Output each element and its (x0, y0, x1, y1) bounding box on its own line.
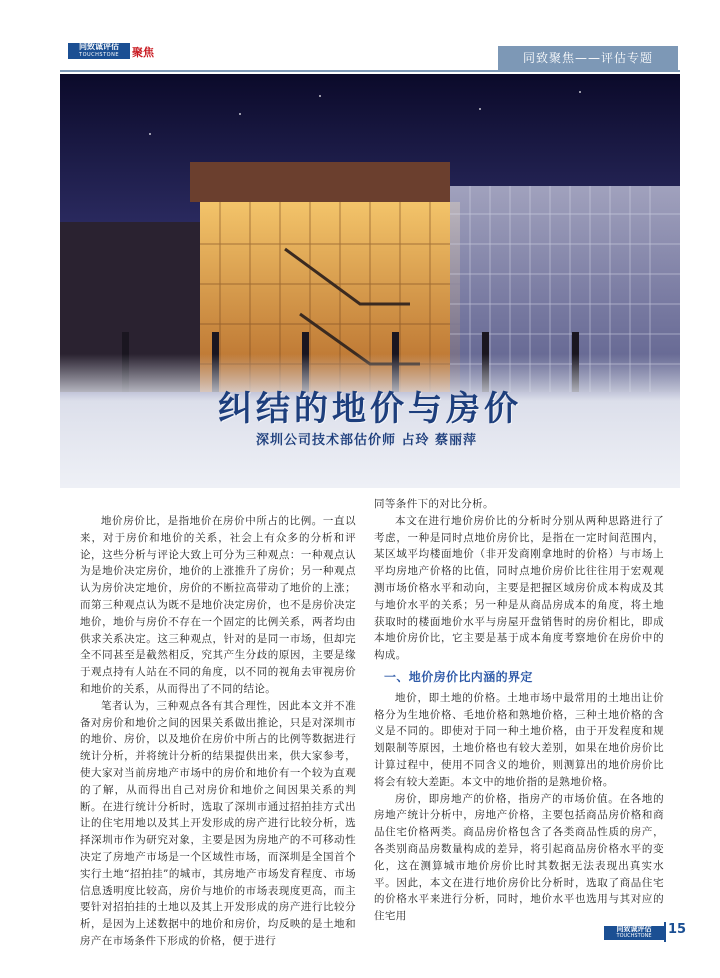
hero-image (60, 74, 680, 488)
paragraph: 房价，即房地产的价格，指房产的市场价值。在各地的房地产统计分析中，房地产价格，主要包括商品房价格和商品住宅价格两类。商品房价格包含了各类商品性质的房产，各类别商品房数量构成的差异，将引起商品房价格水平的变化，这在测算城市地价房价比时其数据无法表现出真实水平。因此，本文在进行地价房价比分析时，选取了商品住宅的价格水平来进行分析，同时，地价水平也选用与其对应的住宅用 (374, 792, 664, 923)
right-column (374, 496, 664, 925)
company-logo (68, 42, 166, 60)
footer-logo (604, 926, 664, 940)
paragraph-continuation: 同等条件下的对比分析。 (374, 498, 494, 510)
footer-logo-en: TOUCHSTONE (616, 933, 652, 939)
logo-name: 同致诚评估 (79, 42, 119, 51)
section-title: 同致聚焦——评估专题 (498, 46, 678, 70)
article-title: 纠结的地价与房价 (218, 389, 522, 429)
page-number: 15 (668, 922, 687, 937)
header-divider (60, 70, 680, 72)
logo-en: TOUCHSTONE (79, 52, 119, 58)
paragraph: 地价房价比，是指地价在房价中所占的比例。一直以来，对于房价和地价的关系，社会上有众多的分析和评论，这些分析与评论大致上可分为三种观点：一种观点认为是地价决定房价，地价的上涨推升了房价；另一种观点认为房价决定地价，房价的不断拉高带动了地价的上涨；而第三种观点认为既不是地价决定房价，也不是房价决定地价，地价与房价不存在一个固定的比例关系，两者均由供求关系决定。这三种观点，针对的是同一市场，但却完全不同甚至是截然相反，究其产生分歧的原因，主要是缘于观点持有人站在不同的角度，以不同的视角去审视房价和地价的关系，从而得出了不同的结论。 (80, 515, 356, 695)
logo-badge: 聚焦 (132, 46, 154, 59)
paragraph: 笔者认为，三种观点各有其合理性，因此本文并不准备对房价和地价之间的因果关系做出推论，只是对深圳市的地价、房价，以及地价在房价中所占的比例等数据进行统计分析，并将统计分析的结果提供出来，供大家参考，使大家对当前房地产市场中的房价和地价有一个较为直观的了解，从而得出自己对房价和地价之间因果关系的判断。在进行统计分析时，选取了深圳市通过招拍挂方式出让的住宅用地以及其上开发形成的房产进行比较分析，选择深圳市作为研究对象，主要是因为房地产的不可移动性决定了房地产市场是一个区域性市场，而深圳是全国首个实行土地“招拍挂”的城市，其房地产市场发育程度、市场信息透明度比较高，房价与地价的市场表现度更高，而主要针对招拍挂的土地以及其上开发形成的房产进行比较分析，是因为上述数据中的地价和房价，均反映的是土地和房产在市场条件下形成的价格，便于进行 (80, 699, 356, 947)
page-header (0, 0, 720, 72)
footer-logo-name: 同致诚评估 (616, 925, 652, 933)
left-column (80, 513, 356, 950)
article-byline: 深圳公司技术部估价师 占玲 蔡丽萍 (256, 433, 478, 448)
paragraph: 本文在进行地价房价比的分析时分别从两种思路进行了考虑，一种是同时点地价房价比，是指在一定时间范围内，某区域平均楼面地价（非开发商刚拿地时的价格）与市场上平均房地产价格的比值，同时点地价房价比往往用于宏观观测市场价格水平和动向，主要是把握区域房价成本构成及其与地价水平的关系；另一种是从商品房成本的角度，将土地获取时的楼面地价水平与房屋开盘销售时的房价相比，即成本地价房价比，它主要是基于成本角度考察地价在房价中的构成。 (374, 514, 664, 662)
paragraph: 地价，即土地的价格。土地市场中最常用的土地出让价格分为生地价格、毛地价格和熟地价格，三种土地价格的含义是不同的。即使对于同一种土地价格，由于开发程度和规划限制等原因，土地价格也有较大差别，如果在地价房价比计算过程中，使用不同含义的地价，则测算出的地价房价比将会有较大差距。本文中的地价指的是熟地价格。 (374, 691, 664, 788)
logo-box (68, 43, 130, 59)
page-number-divider (664, 922, 666, 942)
section-heading: 一、地价房价比内涵的界定 (384, 669, 533, 684)
